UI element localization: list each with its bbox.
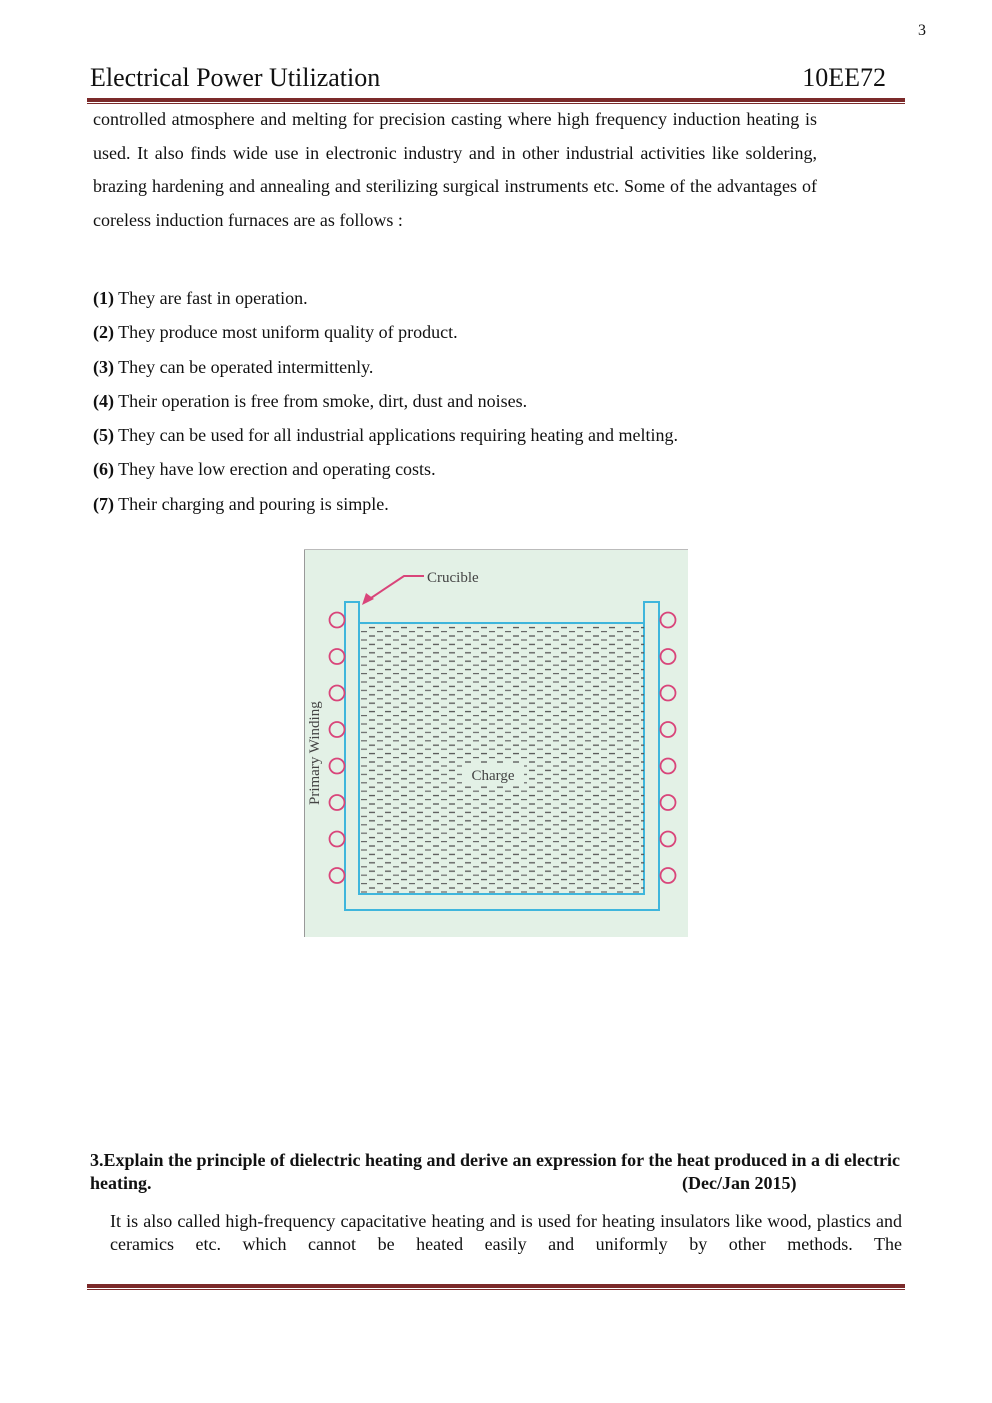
crucible-label: Crucible	[427, 570, 479, 586]
intro-paragraph: controlled atmosphere and melting for precision casting where high frequency induction heating is used. It also finds wide use in electronic industry and in other industrial activities like soldering, brazing hardening and annealing and sterilizing surgical instruments etc. Some of the advantages of coreless induction furnaces are as follows :	[93, 109, 817, 230]
item-text: Their operation is free from smoke, dirt, dust and noises.	[114, 390, 528, 411]
charge-label: Charge	[471, 768, 515, 784]
winding-label: Primary Winding	[307, 701, 323, 805]
item-text: They produce most uniform quality of product.	[114, 322, 458, 343]
header-course-code: 10EE72	[802, 63, 886, 92]
item-text: They have low erection and operating costs.	[114, 459, 436, 480]
advantage-item	[93, 455, 678, 489]
item-number: (2)	[93, 322, 114, 343]
item-number: (4)	[93, 390, 114, 411]
header-title: Electrical Power Utilization	[90, 63, 381, 92]
coreless-furnace-diagram	[304, 549, 688, 937]
footer-rule	[87, 1284, 905, 1290]
page-number: 3	[918, 22, 926, 39]
item-text: They are fast in operation.	[114, 288, 308, 308]
advantage-item	[93, 353, 678, 387]
advantage-item	[93, 387, 678, 421]
item-number: (5)	[93, 425, 114, 446]
advantage-item	[93, 421, 678, 455]
item-text: Their charging and pouring is simple.	[114, 493, 389, 514]
item-text: They can be used for all industrial applications requiring heating and melting.	[114, 425, 679, 446]
advantage-item	[93, 284, 678, 318]
item-number: (7)	[93, 493, 114, 514]
advantage-item	[93, 490, 678, 524]
item-number: (6)	[93, 459, 114, 480]
item-number: (3)	[93, 356, 114, 377]
question-date: (Dec/Jan 2015)	[682, 1173, 797, 1193]
question-heading	[90, 1149, 902, 1195]
advantage-item	[93, 318, 678, 352]
item-text: They can be operated intermittenly.	[114, 356, 374, 377]
item-number: (1)	[93, 288, 114, 308]
charge-area	[360, 623, 644, 893]
question-text: 3.Explain the principle of dielectric heating and derive an expression for the heat produced in a di electric heating.	[90, 1150, 900, 1193]
advantages-list	[93, 284, 678, 524]
answer-paragraph: It is also called high-frequency capacitative heating and is used for heating insulators like wood, plastics and ceramics etc. which cannot be heated easily and uniformly by other methods. The	[110, 1211, 902, 1254]
